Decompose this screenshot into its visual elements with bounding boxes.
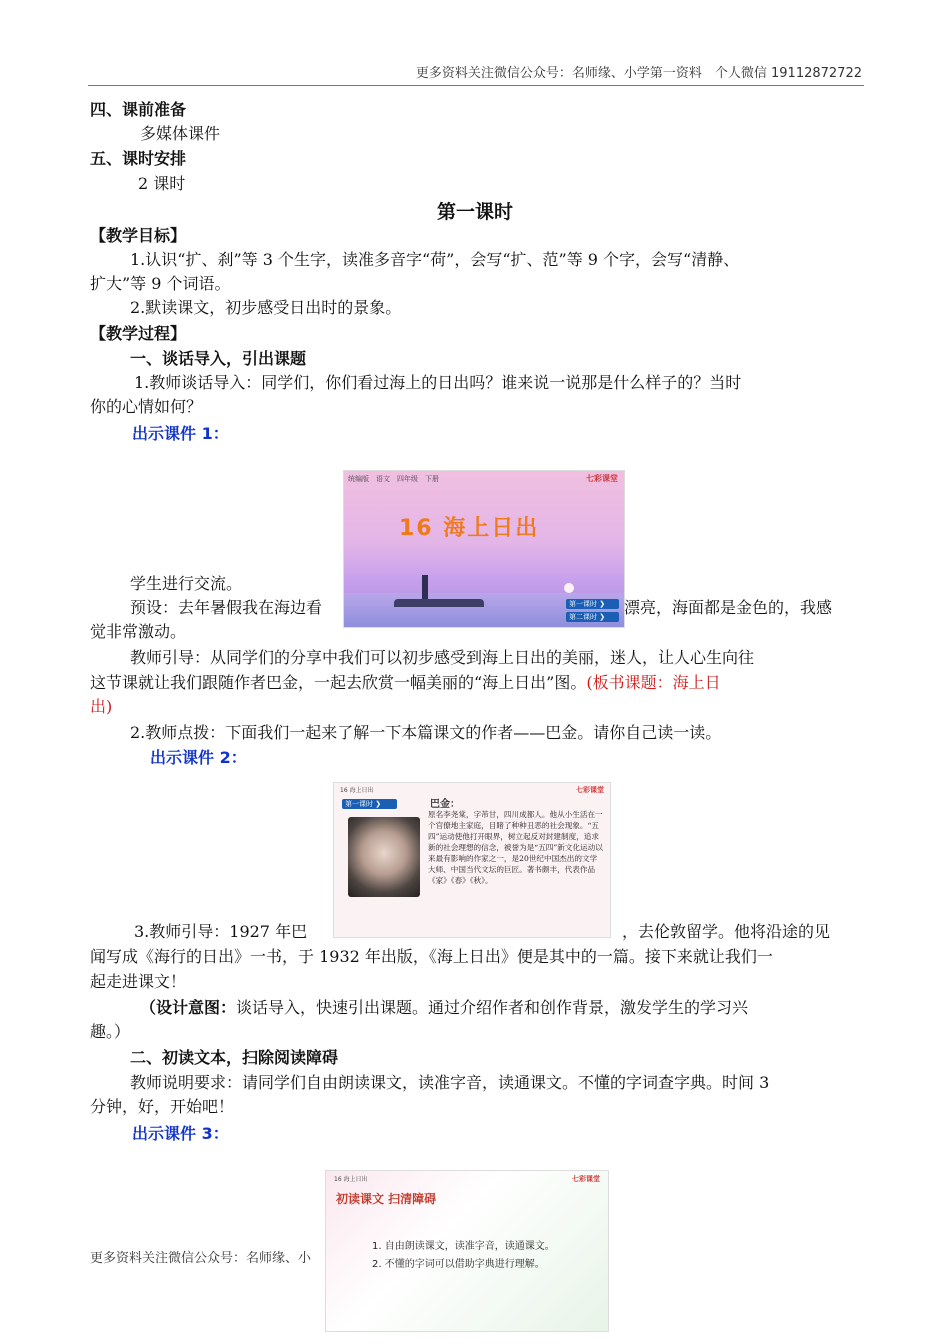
lighthouse-graphic — [422, 575, 428, 599]
guide-line-a: 教师引导：从同学们的分享中我们可以初步感受到海上日出的美丽，迷人，让人心生向往 — [130, 648, 755, 667]
section-5-content: 2 课时 — [138, 174, 186, 193]
part-2-title: 二、初读文本，扫除阅读障碍 — [130, 1048, 339, 1067]
slide3-heading: 初读课文 扫清障碍 — [336, 1192, 437, 1206]
section-4-title: 四、课前准备 — [90, 100, 187, 119]
pier-graphic — [394, 599, 484, 607]
slide2-topbar: 16 海上日出 — [340, 787, 374, 794]
p3-line-b: 闻写成《海行的日出》一书，于 1932 年出版，《海上日出》便是其中的一篇。接下来就让我们一 — [90, 947, 773, 966]
lesson-title: 第一课时 — [436, 201, 513, 223]
author-bio: 原名李尧棠，字芾甘，四川成都人。他从小生活在一个官僚地主家庭，目睹了种种丑恶的社会现象。“五四”运动使他打开眼界，树立起反对封建制度，追求新的社会理想的信念，被誉为是“五四”新文化运动以来最有影响的作家之一，是20世纪中国杰出的文学大师、中国当代文坛的巨匠。著书颇丰，代表作品《家》《春》《秋》。 — [428, 810, 603, 885]
p3-line-c: 起走进课文！ — [90, 972, 187, 991]
slide1-title: 16 海上日出 — [399, 516, 540, 541]
process-title: 【教学过程】 — [90, 324, 187, 343]
design-intent-end: 趣。） — [90, 1022, 131, 1041]
slide2-logo: 七彩课堂 — [576, 786, 604, 794]
section-5-title: 五、课时安排 — [90, 149, 187, 168]
design-intent — [140, 996, 748, 1020]
show-courseware-2: 出示课件 2： — [150, 748, 247, 767]
slide1-lesson1-button[interactable]: 第一课时 ❯ — [566, 599, 619, 609]
page-footer: 更多资料关注微信公众号：名师缘、小 — [90, 1251, 312, 1266]
goals-title: 【教学目标】 — [90, 226, 187, 245]
goal-1-line-b: 扩大”等 9 个词语。 — [90, 274, 231, 293]
page-header: 更多资料关注微信公众号：名师缘、小学第一资料 个人微信 19112872722 — [415, 66, 862, 81]
design-intent-label: （设计意图： — [140, 998, 237, 1017]
slide3-logo: 七彩课堂 — [572, 1175, 600, 1183]
courseware-slide-3 — [325, 1170, 609, 1332]
part-1-title: 一、谈话导入，引出课题 — [130, 349, 307, 368]
preset-line-a: 预设：去年暑假我在海边看 — [130, 598, 323, 617]
goal-1-line-a: 1.认识“扩、刹”等 3 个生字，读准多音字“荷”，会写“扩、范”等 9 个字，会写“清静、 — [130, 250, 740, 269]
board-note: (板书课题：海上日 — [586, 673, 721, 692]
author-portrait — [348, 817, 420, 897]
design-intent-text: 谈话导入，快速引出课题。通过介绍作者和创作背景，激发学生的学习兴 — [236, 998, 749, 1017]
p3-line-a-right: ，去伦敦留学。他将沿途的见 — [622, 922, 831, 941]
requirement-line-a: 教师说明要求：请同学们自由朗读课文，读准字音，读通课文。不懂的字词查字典。时间 3 — [130, 1073, 770, 1092]
slide1-lesson2-button[interactable]: 第二课时 ❯ — [566, 612, 619, 622]
board-note-end: 出) — [90, 697, 113, 716]
slide1-topbar: 统编版 语文 四年级 下册 — [348, 475, 439, 483]
p1-line-a: 1.教师谈话导入：同学们，你们看过海上的日出吗？谁来说一说那是什么样子的？当时 — [134, 373, 742, 392]
p3-line-a-left: 3.教师引导：1927 年巴 — [134, 922, 308, 941]
sun-graphic — [564, 583, 574, 593]
p2-line: 2.教师点拨：下面我们一起来了解一下本篇课文的作者——巴金。请你自己读一读。 — [130, 723, 722, 742]
show-courseware-1: 出示课件 1： — [132, 424, 229, 443]
requirement-line-b: 分钟，好，开始吧！ — [90, 1097, 235, 1116]
preset-line-b: 漂亮，海面都是金色的，我感 — [624, 598, 833, 617]
header-divider — [88, 85, 864, 86]
slide1-logo: 七彩课堂 — [586, 474, 618, 483]
guide-line-b — [90, 671, 721, 695]
preset-line-c: 觉非常激动。 — [90, 622, 187, 641]
slide3-item-2: 2. 不懂的字词可以借助字典进行理解。 — [372, 1259, 545, 1270]
goal-2: 2.默读课文，初步感受日出时的景象。 — [130, 298, 402, 317]
slide2-lesson1-button[interactable]: 第一课时 ❯ — [342, 799, 397, 809]
section-4-content: 多媒体课件 — [140, 124, 221, 143]
guide-text: 这节课就让我们跟随作者巴金，一起去欣赏一幅美丽的“海上日出”图。 — [90, 673, 587, 692]
p1-line-b: 你的心情如何？ — [90, 397, 203, 416]
slide3-item-1: 1. 自由朗读课文，读准字音，读通课文。 — [372, 1241, 555, 1252]
slide3-topbar: 16 海上日出 — [334, 1176, 368, 1183]
courseware-slide-2 — [333, 782, 611, 938]
courseware-slide-1 — [343, 470, 625, 628]
show-courseware-3: 出示课件 3： — [132, 1124, 229, 1143]
author-name: 巴金： — [430, 799, 460, 810]
student-exchange: 学生进行交流。 — [130, 574, 243, 593]
